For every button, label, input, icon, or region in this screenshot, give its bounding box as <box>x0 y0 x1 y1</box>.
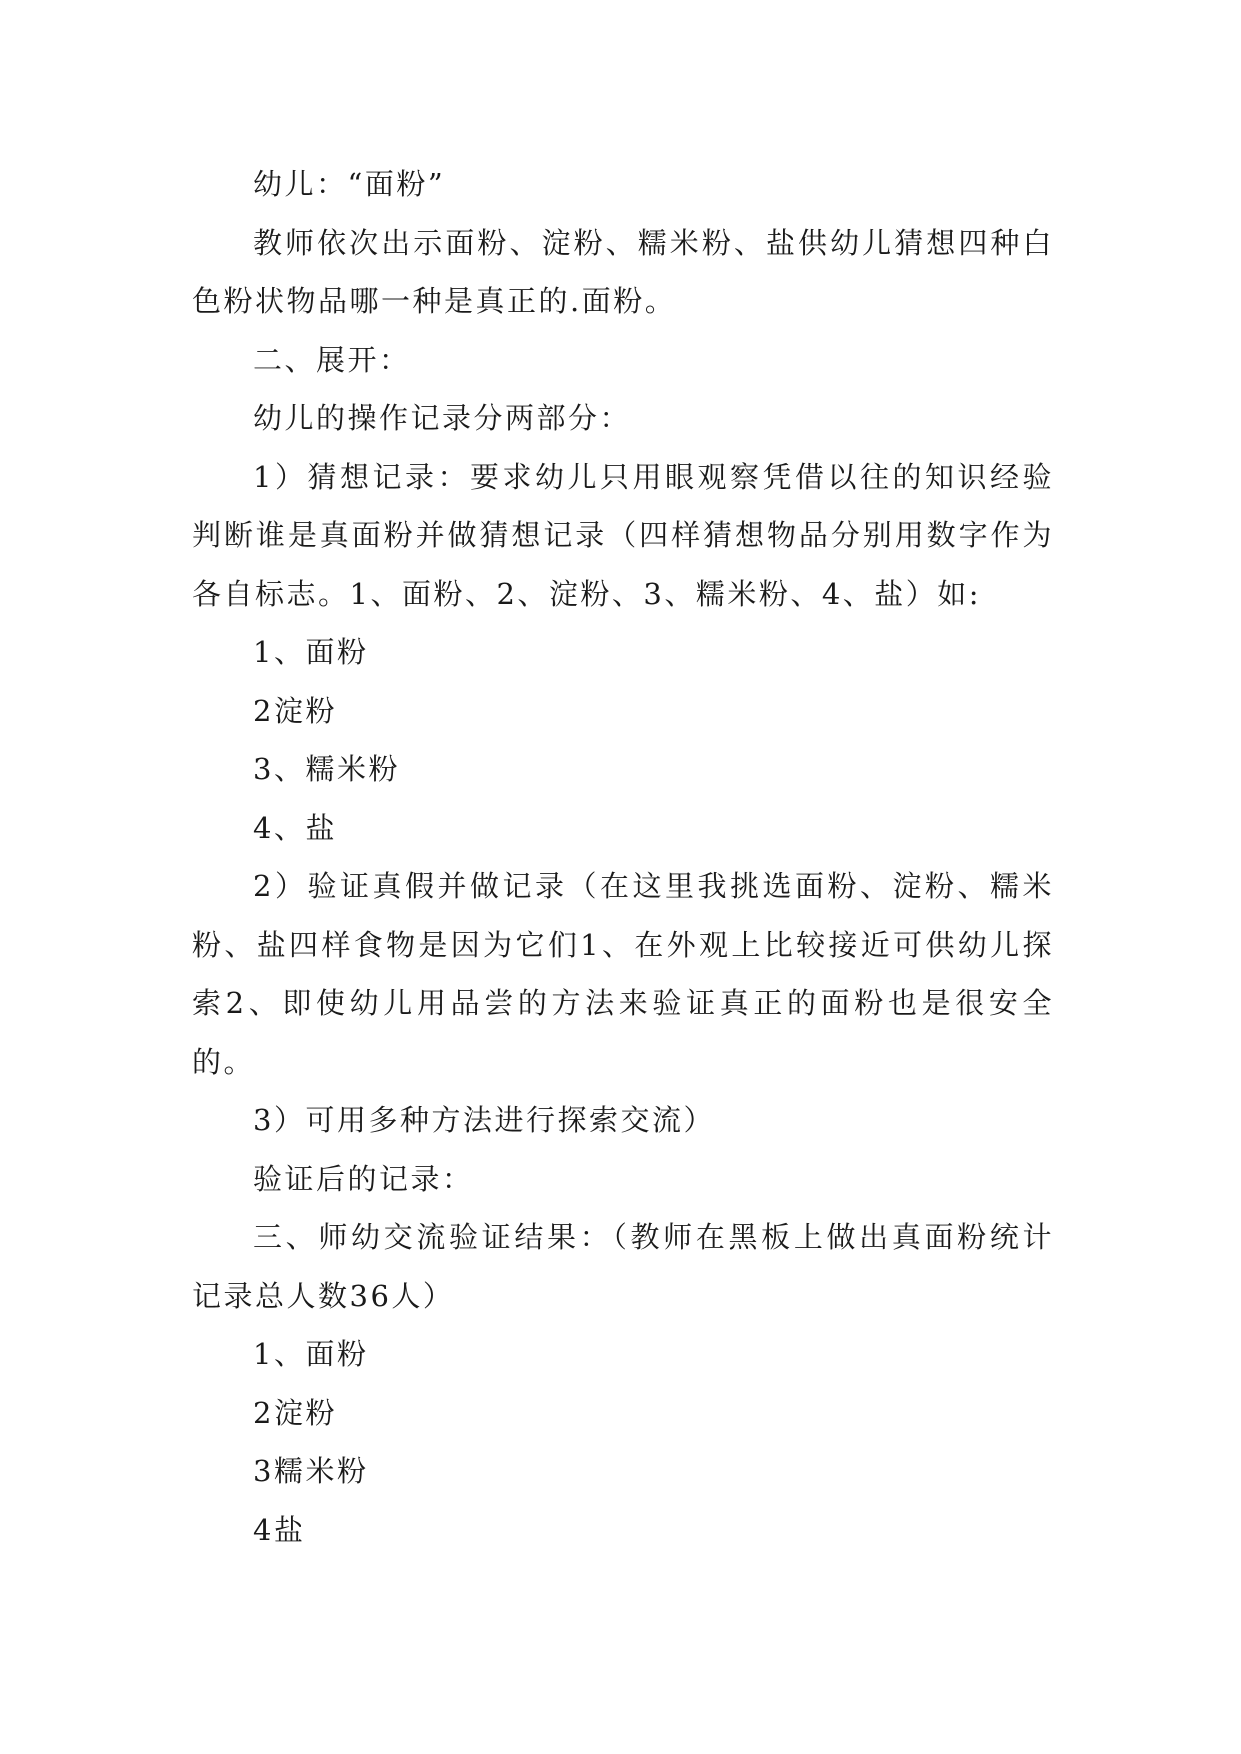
paragraph-after-verify: 验证后的记录： <box>253 1161 474 1196</box>
list-item: 1、面粉 <box>253 635 369 669</box>
paragraph-record-parts: 幼儿的操作记录分两部分： <box>253 401 632 435</box>
section-heading-exchange: 三、师幼交流验证结果：（教师在黑板上做出真面粉统计记录总人数36人） <box>192 1220 1054 1313</box>
paragraph-guess-record: 1）猜想记录：要求幼儿只用眼观察凭借以往的知识经验判断谁是真面粉并做猜想记录（四样猜想物品分别用数字作为各自标志。1、面粉、2、淀粉、3、糯米粉、4、盐）如: <box>192 459 1054 611</box>
list-item: 4、盐 <box>253 810 337 845</box>
paragraph-verify-record: 2）验证真假并做记录（在这里我挑选面粉、淀粉、糯米粉、盐四样食物是因为它们1、在外观上比较接近可供幼儿探索2、即使幼儿用品尝的方法来验证真正的面粉也是很安全的。 <box>192 869 1054 1079</box>
paragraph-child-answer: 幼儿：“面粉” <box>253 167 446 201</box>
document-body <box>192 155 1054 1559</box>
list-item: 3、糯米粉 <box>253 752 400 786</box>
list-item: 3糯米粉 <box>253 1454 369 1488</box>
list-item: 1、面粉 <box>253 1337 369 1371</box>
list-item: 2淀粉 <box>253 1395 337 1430</box>
list-item: 4盐 <box>253 1512 306 1547</box>
paragraph-explore-methods: 3）可用多种方法进行探索交流） <box>253 1103 715 1137</box>
paragraph-teacher-shows: 教师依次出示面粉、淀粉、糯米粉、盐供幼儿猜想四种白色粉状物品哪一种是真正的.面粉。 <box>192 225 1054 318</box>
section-heading-expand: 二、展开： <box>253 342 411 377</box>
list-item: 2淀粉 <box>253 693 337 728</box>
